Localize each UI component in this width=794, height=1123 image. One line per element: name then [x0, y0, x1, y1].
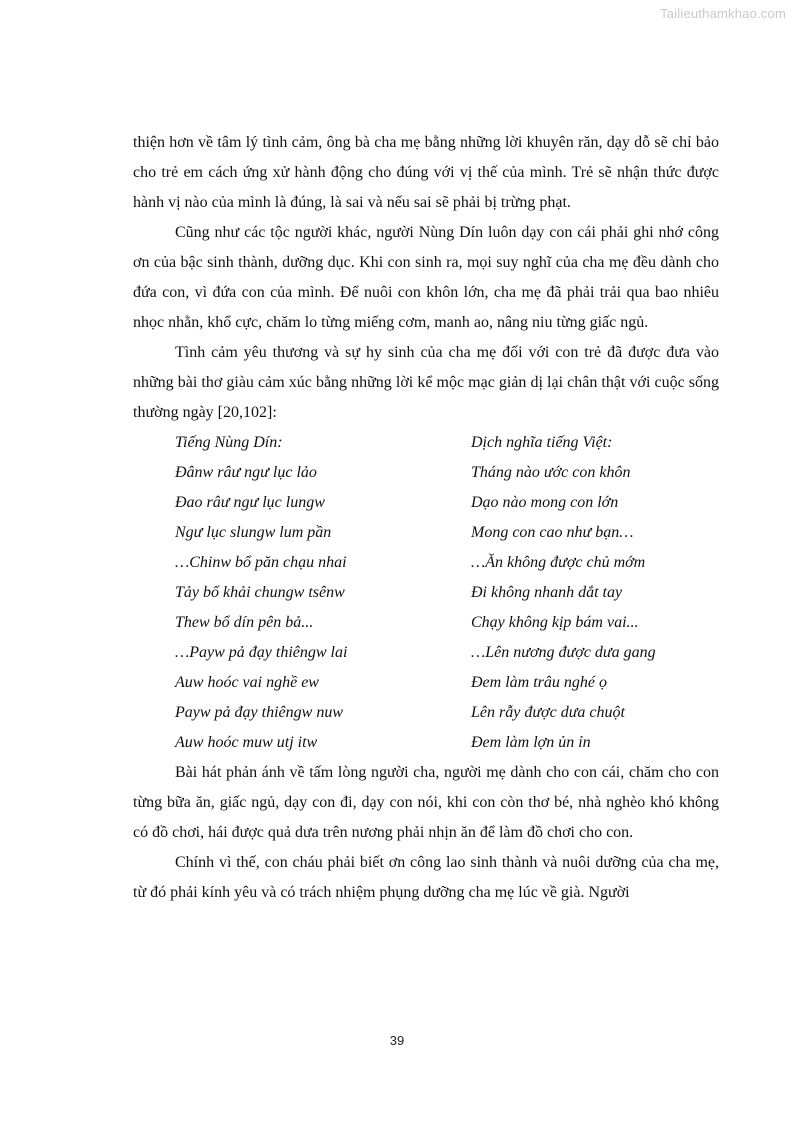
poem-header-right: Dịch nghĩa tiếng Việt:: [471, 434, 613, 451]
poem-line-nung: Thew bổ dín pên bả...: [175, 614, 314, 631]
poem-line-nung: Đânw râư ngư lục lảo: [175, 464, 317, 481]
poem-line: [133, 488, 719, 518]
poem-line-viet: …Ăn không được chủ mớm: [471, 554, 646, 571]
poem-line-viet: Đem làm lợn ủn ỉn: [471, 734, 591, 751]
paragraph-1: thiện hơn về tâm lý tình cảm, ông bà cha mẹ bằng những lời khuyên răn, dạy dỗ sẽ chỉ bảo cho trẻ em cách ứng xử hành động cho đúng với vị thế của mình. Trẻ sẽ nhận thức được hành vị nào của mình là đúng, là sai và nếu sai sẽ phải bị trừng phạt.: [133, 134, 719, 211]
poem-line-viet: Dạo nào mong con lớn: [471, 494, 619, 511]
poem-line: [133, 638, 719, 668]
poem-line: [133, 698, 719, 728]
poem-header: [133, 428, 719, 458]
poem-line-nung: Payw pả đạy thiêngw nuw: [175, 704, 343, 721]
paragraph-2: Cũng như các tộc người khác, người Nùng Dín luôn dạy con cái phải ghi nhớ công ơn của bậc sinh thành, dưỡng dục. Khi con sinh ra, mọi suy nghĩ của cha mẹ đều dành cho đứa con, vì đứa con của mình. Để nuôi con khôn lớn, cha mẹ đã phải trải qua bao nhiêu nhọc nhằn, khổ cực, chăm lo từng miếng cơm, manh ao, nâng niu từng giấc ngủ.: [133, 224, 719, 331]
poem-line-nung: …Payw pả đạy thiêngw lai: [175, 644, 348, 661]
poem-line-viet: Chạy không kịp bám vai...: [471, 614, 639, 631]
poem-line-nung: Tảy bổ khải chungw tsênw: [175, 584, 345, 601]
poem-line: [133, 458, 719, 488]
paragraph-3: Tình cảm yêu thương và sự hy sinh của cha mẹ đối với con trẻ đã được đưa vào những bài thơ giàu cảm xúc bằng những lời kể mộc mạc giản dị lại chân thật với cuộc sống thường ngày [20,102]:: [133, 344, 719, 421]
poem-line-nung: Auw hoóc vai nghề ew: [175, 674, 319, 691]
poem-line-nung: Auw hoóc muw utj itw: [175, 734, 318, 751]
poem-line: [133, 668, 719, 698]
poem-line: [133, 728, 719, 758]
poem-line-viet: Lên rẫy được dưa chuột: [471, 704, 625, 721]
page-number: 39: [389, 1033, 405, 1048]
watermark: Tailieuthamkhao.com: [660, 6, 786, 21]
page-content: [133, 128, 719, 908]
poem-line-viet: Đem làm trâu nghé ọ: [471, 674, 607, 691]
poem-line-nung: Ngư lục slungw lum pần: [175, 524, 332, 541]
poem-line: [133, 548, 719, 578]
poem-line: [133, 518, 719, 548]
poem-line-viet: Đi không nhanh dắt tay: [471, 584, 623, 601]
poem-line-nung: Đao râư ngư lục lungw: [175, 494, 325, 511]
poem-line-nung: …Chinw bổ păn chạu nhai: [175, 554, 347, 571]
poem-line-viet: Tháng nào ước con khôn: [471, 464, 631, 481]
poem: [133, 428, 719, 758]
poem-line-viet: …Lên nương được dưa gang: [471, 644, 656, 661]
poem-line: [133, 578, 719, 608]
poem-header-left: Tiếng Nùng Dín:: [175, 434, 283, 451]
poem-line-viet: Mong con cao như bạn…: [471, 524, 634, 541]
paragraph-5: Chính vì thế, con cháu phải biết ơn công lao sinh thành và nuôi dưỡng của cha mẹ, từ đó phải kính yêu và có trách nhiệm phụng dưỡng cha mẹ lúc về già. Người: [133, 854, 719, 901]
paragraph-4: Bài hát phản ánh về tấm lòng người cha, người mẹ dành cho con cái, chăm cho con từng bữa ăn, giấc ngủ, dạy con đi, dạy con nói, khi con còn thơ bé, nhà nghèo khó không có đồ chơi, hái được quả dưa trên nương phải nhịn ăn để làm đồ chơi cho con.: [133, 764, 719, 841]
poem-line: [133, 608, 719, 638]
